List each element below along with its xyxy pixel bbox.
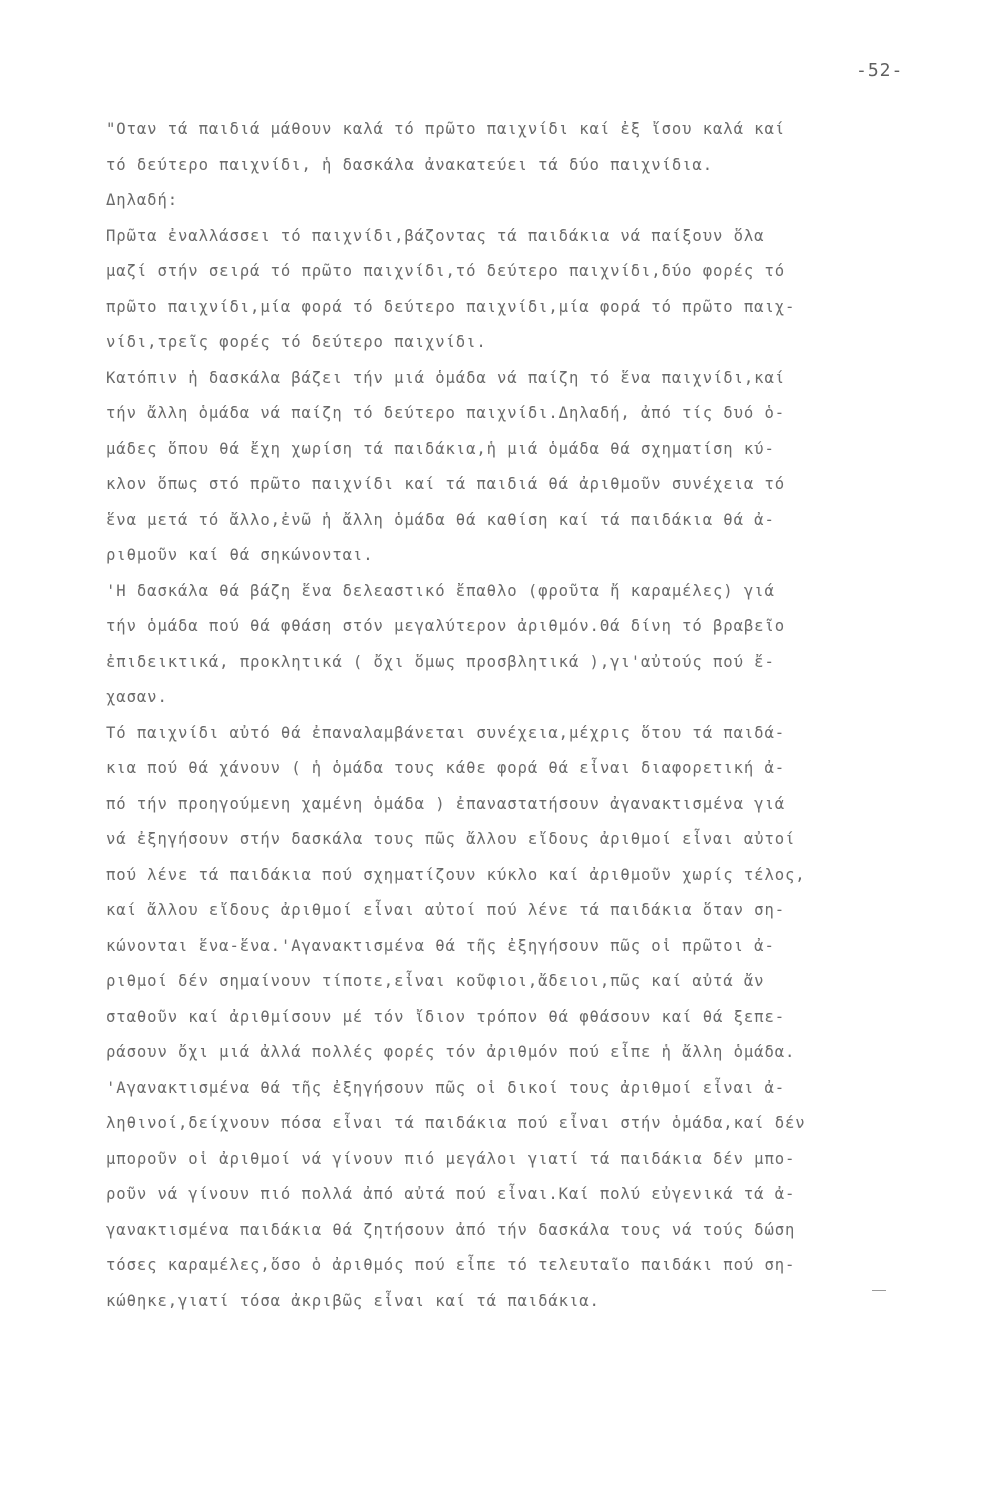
text-line: ἐπιδεικτικά, προκλητικά ( ὄχι ὅμως προσβλητικά ),γι'αὐτούς πού ἔ-	[106, 652, 775, 671]
text-line: τό δεύτερο παιχνίδι, ἡ δασκάλα ἀνακατεύει τά δύο παιχνίδια.	[106, 155, 714, 174]
body-text	[106, 112, 946, 1319]
text-line: τήν ἄλλη ὁμάδα νά παίζη τό δεύτερο παιχνίδι.Δηλαδή, ἀπό τίς δυό ὁ-	[106, 404, 786, 422]
text-line: μποροῦν οἱ ἀριθμοί νά γίνουν πιό μεγάλοι γιατί τά παιδάκια δέν μπο-	[106, 1149, 796, 1168]
text-line: σταθοῦν καί ἀριθμίσουν μέ τόν ἴδιον τρόπον θά φθάσουν καί θά ξεπε-	[106, 1007, 786, 1026]
text-line: ληθινοί,δείχνουν πόσα εἶναι τά παιδάκια πού εἶναι στήν ὁμάδα,καί δέν	[106, 1114, 806, 1132]
text-line: κια πού θά χάνουν ( ἡ ὁμάδα τους κάθε φορά θά εἶναι διαφορετική ἀ-	[106, 759, 786, 777]
text-line: τήν ὁμάδα πού θά φθάση στόν μεγαλύτερον ἀριθμόν.Θά δίνη τό βραβεῖο	[106, 617, 786, 635]
text-line: ἕνα μετά τό ἄλλο,ἐνῶ ἡ ἄλλη ὁμάδα θά καθίση καί τά παιδάκια θά ἀ-	[106, 510, 775, 529]
text-line: Πρῶτα ἐναλλάσσει τό παιχνίδι,βάζοντας τά παιδάκια νά παίξουν ὅλα	[106, 226, 765, 245]
text-line: 'Η δασκάλα θά βάζη ἕνα δελεαστικό ἔπαθλο (φροῦτα ἤ καραμέλες) γιά	[106, 581, 775, 600]
text-line: Δηλαδή:	[106, 191, 179, 209]
page-number: -52-	[856, 60, 904, 81]
text-line: γανακτισμένα παιδάκια θά ζητήσουν ἀπό τήν δασκάλα τους νά τούς δώση	[106, 1220, 796, 1239]
text-line: Τό παιχνίδι αὐτό θά ἐπαναλαμβάνεται συνέχεια,μέχρις ὅτου τά παιδά-	[106, 723, 786, 742]
text-line: πρῶτο παιχνίδι,μία φορά τό δεύτερο παιχνίδι,μία φορά τό πρῶτο παιχ-	[106, 297, 796, 316]
text-line: χασαν.	[106, 688, 168, 706]
text-line: κλον ὅπως στό πρῶτο παιχνίδι καί τά παιδιά θά ἀριθμοῦν συνέχεια τό	[106, 475, 786, 493]
text-line: μάδες ὅπου θά ἔχη χωρίση τά παιδάκια,ἡ μιά ὁμάδα θά σχηματίση κύ-	[106, 439, 775, 458]
text-line: κώθηκε,γιατί τόσα ἀκριβῶς εἶναι καί τά παιδάκια.	[106, 1291, 600, 1310]
text-line: ράσουν ὄχι μιά ἀλλά πολλές φορές τόν ἀριθμόν πού εἶπε ἡ ἄλλη ὁμάδα.	[106, 1043, 796, 1061]
text-line: μαζί στήν σειρά τό πρῶτο παιχνίδι,τό δεύτερο παιχνίδι,δύο φορές τό	[106, 262, 786, 280]
text-line: πού λένε τά παιδάκια πού σχηματίζουν κύκλο καί ἀριθμοῦν χωρίς τέλος,	[106, 865, 806, 884]
text-line: πό τήν προηγούμενη χαμένη ὁμάδα ) ἐπαναστατήσουν ἀγανακτισμένα γιά	[106, 794, 786, 813]
text-line: καί ἄλλου εἴδους ἀριθμοί εἶναι αὐτοί πού λένε τά παιδάκια ὅταν ση-	[106, 901, 786, 919]
text-line: νίδι,τρεῖς φορές τό δεύτερο παιχνίδι.	[106, 333, 487, 351]
stray-mark	[872, 1290, 886, 1291]
text-line: τόσες καραμέλες,ὅσο ὁ ἀριθμός πού εἶπε τό τελευταῖο παιδάκι πού ση-	[106, 1256, 796, 1274]
text-line: Κατόπιν ἡ δασκάλα βάζει τήν μιά ὁμάδα νά παίζη τό ἕνα παιχνίδι,καί	[106, 368, 786, 387]
text-line: κώνονται ἕνα-ἕνα.'Αγανακτισμένα θά τῆς ἐξηγήσουν πῶς οἱ πρῶτοι ἀ-	[106, 936, 775, 955]
text-line: 'Αγανακτισμένα θά τῆς ἐξηγήσουν πῶς οἱ δικοί τους ἀριθμοί εἶναι ἀ-	[106, 1078, 786, 1097]
text-line: "Οταν τά παιδιά μάθουν καλά τό πρῶτο παιχνίδι καί ἐξ ἴσου καλά καί	[106, 120, 786, 138]
text-line: ριθμοῦν καί θά σηκώνονται.	[106, 546, 374, 564]
text-line: ριθμοί δέν σημαίνουν τίποτε,εἶναι κοῦφιοι,ἄδειοι,πῶς καί αὐτά ἄν	[106, 972, 765, 990]
text-line: νά ἐξηγήσουν στήν δασκάλα τους πῶς ἄλλου εἴδους ἀριθμοί εἶναι αὐτοί	[106, 830, 796, 848]
text-line: ροῦν νά γίνουν πιό πολλά ἀπό αὐτά πού εἶναι.Καί πολύ εὐγενικά τά ἀ-	[106, 1185, 796, 1203]
